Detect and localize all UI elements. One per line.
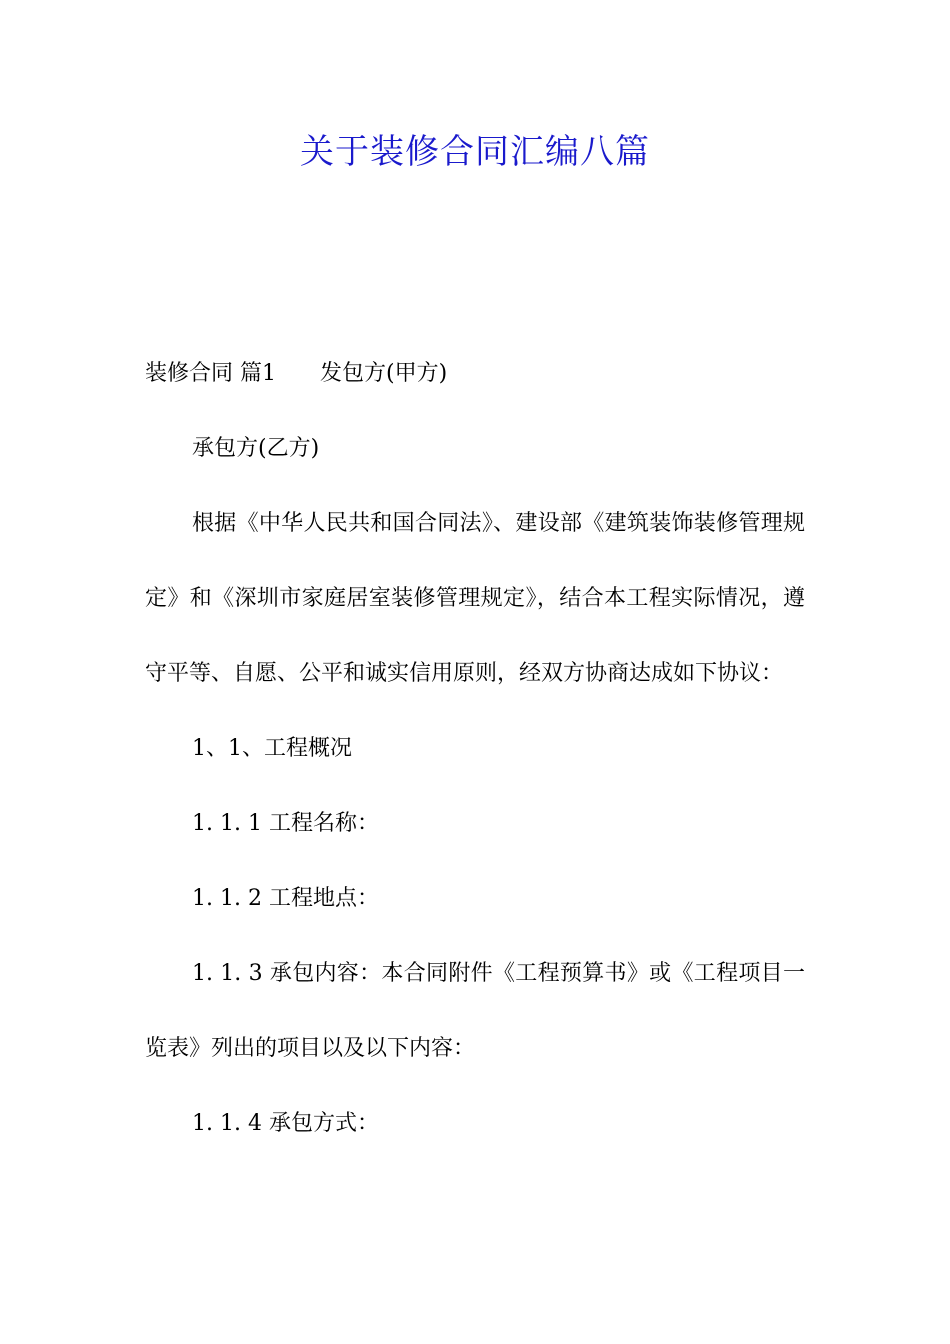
party-a-label: 发包方(甲方) bbox=[320, 361, 448, 386]
overview-heading: 1、1、工程概况 bbox=[192, 736, 352, 761]
contract-scope-item: 1. 1. 3 承包内容：本合同附件《工程预算书》或《工程项目一览表》列出的项目以及以下内容： bbox=[145, 961, 805, 1061]
document-body bbox=[145, 336, 805, 1161]
project-location-item: 1. 1. 2 工程地点： bbox=[192, 886, 379, 911]
contract-method-item: 1. 1. 4 承包方式： bbox=[192, 1111, 379, 1136]
document-title: 关于装修合同汇编八篇 bbox=[300, 132, 650, 172]
section-heading-line bbox=[145, 336, 805, 411]
basis-paragraph: 根据《中华人民共和国合同法》、建设部《建筑装饰装修管理规定》和《深圳市家庭居室装修管理规定》，结合本工程实际情况，遵守平等、自愿、公平和诚实信用原则，经双方协商达成如下协议： bbox=[145, 511, 805, 686]
section-heading: 装修合同 篇1 bbox=[145, 361, 276, 386]
project-name-item: 1. 1. 1 工程名称： bbox=[192, 811, 379, 836]
party-b-label: 承包方(乙方) bbox=[192, 436, 320, 461]
